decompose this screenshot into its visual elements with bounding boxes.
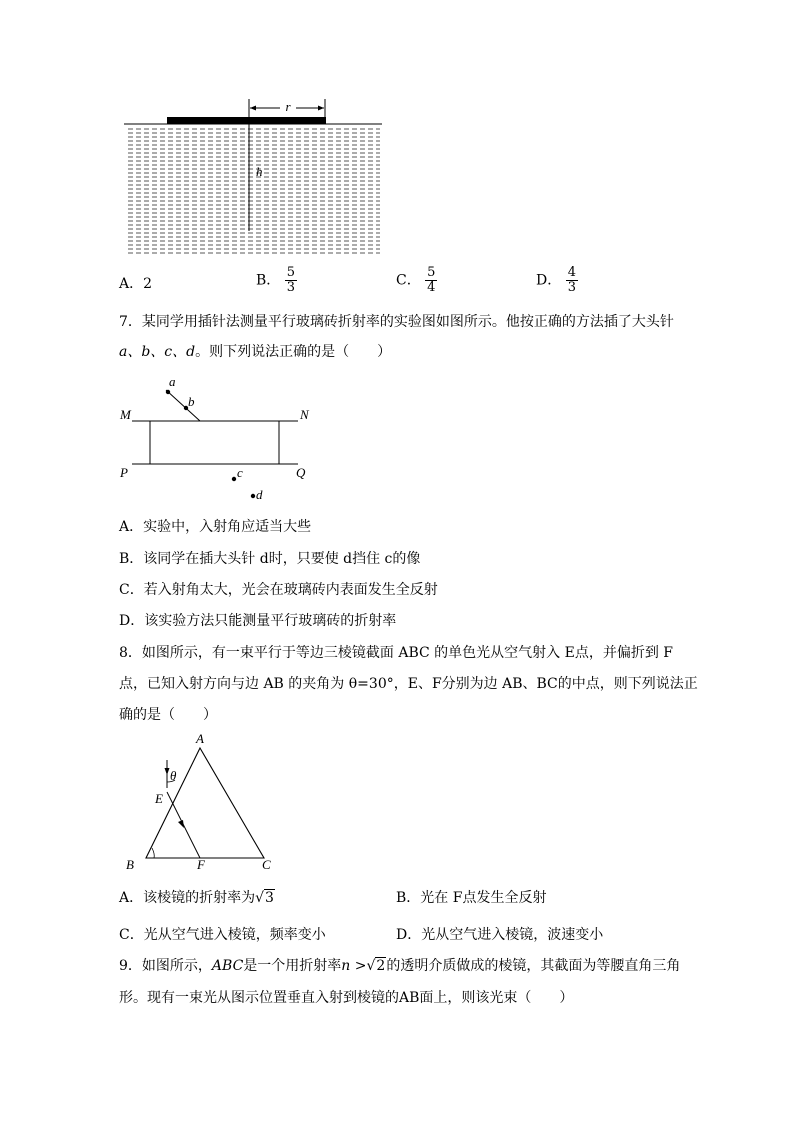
q7-option-a[interactable]: A．实验中，入射角应适当大些: [119, 519, 312, 535]
prism-ABC: [146, 748, 264, 858]
refracted-arrowhead: [178, 820, 184, 828]
sqrt-3: √3: [255, 890, 274, 906]
arrowhead-left: [250, 106, 256, 111]
label-A: A: [196, 731, 204, 746]
label-B: B: [126, 857, 134, 872]
pin-a: [166, 390, 170, 394]
pin-d: [251, 494, 255, 498]
label-M: M: [120, 407, 131, 422]
q7-figure: [118, 372, 318, 504]
q8-stem-line2: 点，已知入射方向与边 AB 的夹角为 θ=30°，E、F分别为边 AB、BC的中点，则下列说法正: [119, 676, 698, 692]
incident-arrowhead: [165, 768, 170, 775]
q7-option-d[interactable]: D．该实验方法只能测量平行玻璃砖的折射率: [119, 613, 397, 629]
label-c: c: [237, 465, 243, 480]
arrowhead-right: [318, 106, 324, 111]
q8-option-b[interactable]: B．光在 F点发生全反射: [396, 890, 547, 906]
r-label: r: [285, 99, 291, 114]
label-theta: θ: [170, 768, 177, 783]
label-N: N: [300, 407, 309, 422]
q8-option-a[interactable]: A．该棱镜的折射率为√3: [119, 890, 274, 906]
q7-option-c[interactable]: C．若入射角太大，光会在玻璃砖内表面发生全反射: [119, 582, 438, 598]
q6-option-a[interactable]: A．2: [119, 276, 153, 292]
opaque-disk: [167, 117, 326, 124]
label-C: C: [262, 857, 271, 872]
fraction: $\frac{5}{3}$: [286, 265, 296, 295]
label-a: a: [169, 374, 176, 389]
q8-stem-line3: 确的是（ ）: [119, 707, 217, 723]
label-P: P: [120, 465, 128, 480]
sqrt-2: √2: [366, 958, 386, 974]
q6-figure: [120, 95, 390, 260]
label-b: b: [188, 394, 195, 409]
h-label: h: [256, 164, 263, 179]
q6-option-c[interactable]: C． $\frac{5}{4}$: [396, 265, 436, 295]
label-E: E: [155, 791, 163, 806]
q7-stem-line2: a、b、c、d。则下列说法正确的是（ ）: [119, 344, 392, 360]
fraction: $\frac{5}{4}$: [427, 265, 436, 295]
liquid-region: [126, 126, 380, 254]
q8-figure: [118, 730, 278, 875]
angle-B-arc: [152, 848, 154, 858]
q8-stem-line1: 8．如图所示，有一束平行于等边三棱镜截面 ABC 的单色光从空气射入 E点，并偏折到 F: [119, 645, 674, 661]
label-F: F: [197, 857, 205, 872]
q6-option-b[interactable]: B． $\frac{5}{3}$: [256, 265, 296, 295]
q7-stem-line1: 7．某同学用插针法测量平行玻璃砖折射率的实验图如图所示。他按正确的方法插了大头针: [119, 314, 674, 330]
fraction: $\frac{4}{3}$: [567, 265, 576, 295]
q9-stem-line1: 9．如图所示，ABC是一个用折射率n >√2的透明介质做成的棱镜，其截面为等腰直角三角: [119, 958, 681, 974]
q9-stem-line2: 形。现有一束光从图示位置垂直入射到棱镜的AB面上，则该光束（ ）: [119, 990, 574, 1006]
label-Q: Q: [296, 465, 306, 480]
incident-ray: [166, 390, 200, 421]
q8-option-d[interactable]: D．光从空气进入棱镜，波速变小: [396, 927, 604, 943]
q8-option-c[interactable]: C．光从空气进入棱镜，频率变小: [119, 927, 326, 943]
q7-option-b[interactable]: B．该同学在插大头针 d时，只要使 d挡住 c的像: [119, 551, 421, 567]
pin-c: [232, 477, 236, 481]
label-d: d: [256, 487, 263, 502]
q6-option-d[interactable]: D． $\frac{4}{3}$: [536, 265, 576, 295]
